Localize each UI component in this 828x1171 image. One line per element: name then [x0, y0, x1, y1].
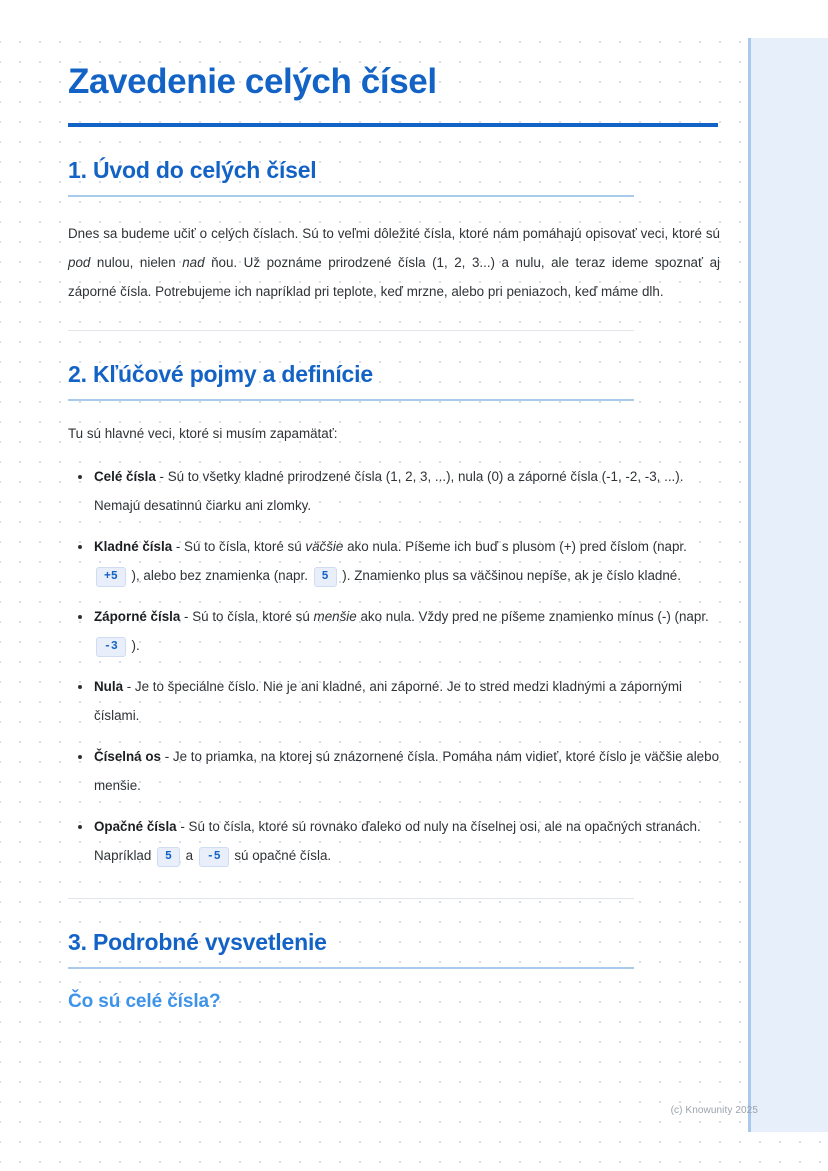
term-label: Celé čísla — [94, 469, 156, 485]
code-badge-plus-five: +5 — [96, 567, 126, 587]
page-title: Zavedenie celých čísel — [68, 62, 437, 101]
section-1-paragraph — [68, 219, 720, 306]
code-badge-minus-five: -5 — [199, 847, 229, 867]
term-text: sú opačné čísla. — [230, 848, 332, 864]
term-text: ). Znamienko plus sa väčšinou nepíše, ak je číslo kladné. — [338, 568, 681, 584]
section-2-heading: 2. Kľúčové pojmy a definície — [68, 361, 373, 388]
emphasis-mensie: menšie — [313, 609, 357, 625]
term-label: Číselná os — [94, 749, 161, 765]
term-label: Nula — [94, 679, 124, 695]
term-text: - Je to špeciálne číslo. Nie je ani kladné, ani záporné. Je to stred medzi kladnými a zápornými číslami. — [94, 679, 682, 724]
list-item — [68, 812, 720, 870]
code-badge-minus-three: -3 — [96, 637, 126, 657]
paragraph-text-part: ňou. Už poznáme prirodzené čísla (1, 2, 3...) a nulu, ale teraz ideme spoznať aj záporné čísla. Potrebujeme ich napríklad pri teplote, keď mrzne, alebo pri peniazoch, keď máme dlh. — [68, 255, 720, 300]
term-text: ako nula. Vždy pred ne píšeme znamienko mínus (-) (napr. — [356, 609, 709, 625]
term-label: Kladné čísla — [94, 539, 173, 555]
emphasis-pod: pod — [68, 255, 91, 271]
page-footer: (c) Knowunity 2025 — [670, 1105, 758, 1116]
emphasis-nad: nad — [182, 255, 205, 271]
code-badge-five: 5 — [314, 567, 337, 587]
section-3-subheading: Čo sú celé čísla? — [68, 991, 221, 1013]
term-text: - Sú to čísla, ktoré sú rovnako ďaleko od nuly na číselnej osi, ale na opačných stranách. Napríklad — [94, 819, 701, 864]
key-terms-list — [68, 462, 720, 870]
list-item — [68, 742, 720, 800]
term-label: Záporné čísla — [94, 609, 181, 625]
list-item — [68, 602, 720, 660]
term-text: ako nula. Píšeme ich buď s plusom (+) pred číslom (napr. — [343, 539, 687, 555]
paragraph-text-part: nulou, nielen — [90, 255, 183, 271]
term-label: Opačné čísla — [94, 819, 177, 835]
term-text: - Sú to čísla, ktoré sú — [180, 609, 314, 625]
list-item — [68, 462, 720, 520]
term-text: a — [181, 848, 197, 864]
list-item — [68, 672, 720, 730]
right-accent-rail — [748, 38, 828, 1132]
section-3-heading: 3. Podrobné vysvetlenie — [68, 929, 327, 956]
emphasis-vacsie: väčšie — [305, 539, 344, 555]
section-1-heading: 1. Úvod do celých čísel — [68, 157, 317, 184]
term-text: - Sú to všetky kladné prirodzené čísla (1, 2, 3, ...), nula (0) a záporné čísla (-1, -2, -3, ...). Nemajú desatinnú čiarku ani zlomky. — [94, 469, 684, 514]
code-badge-five: 5 — [157, 847, 180, 867]
list-item — [68, 532, 720, 590]
section-2-intro: Tu sú hlavné veci, ktoré si musím zapamätať: — [68, 426, 338, 442]
term-text: ). — [127, 638, 140, 654]
paragraph-text-part: Dnes sa budeme učiť o celých číslach. Sú to veľmi dôležité čísla, ktoré nám pomáhajú opisovať veci, ktoré sú — [68, 226, 720, 242]
document-content — [68, 62, 720, 1013]
term-text: - Sú to čísla, ktoré sú — [172, 539, 306, 555]
term-text: - Je to priamka, na ktorej sú znázornené čísla. Pomáha nám vidieť, ktoré číslo je väčšie alebo menšie. — [94, 749, 720, 794]
term-text: ), alebo bez znamienka (napr. — [127, 568, 312, 584]
